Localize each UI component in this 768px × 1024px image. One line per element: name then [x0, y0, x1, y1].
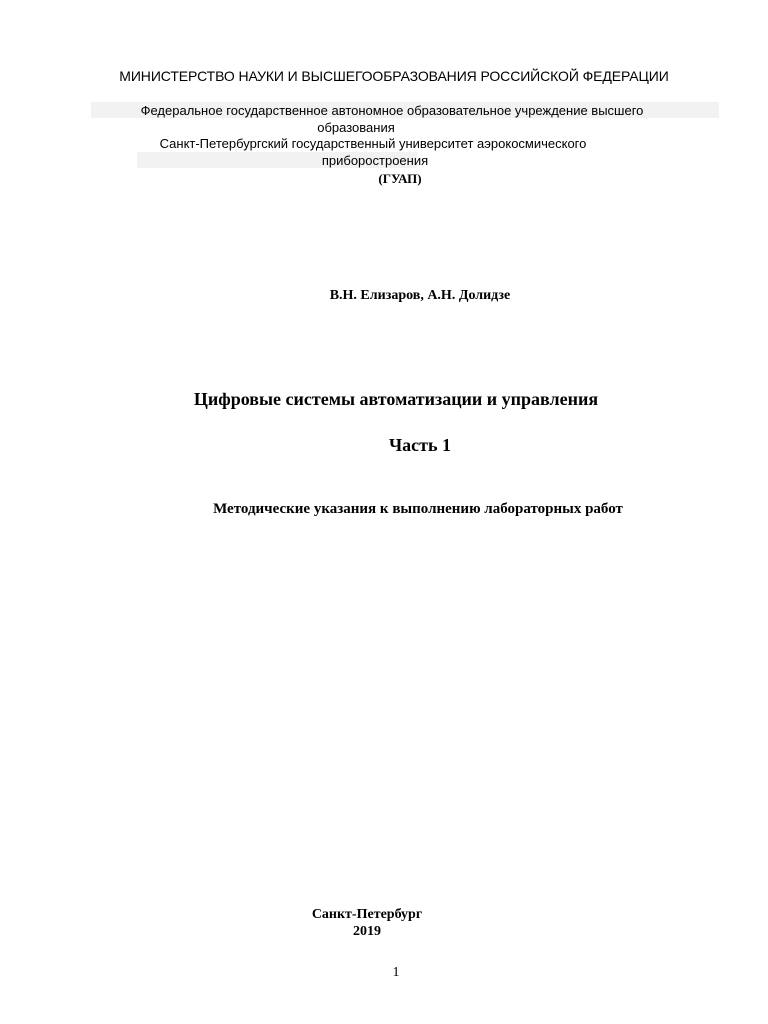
document-subtitle: Методические указания к выполнению лабораторных работ	[213, 501, 623, 517]
university-line-2: приборостроения	[321, 153, 429, 168]
authors: В.Н. Елизаров, А.Н. Долидзе	[329, 288, 511, 303]
university-abbreviation: (ГУАП)	[378, 171, 422, 186]
page-number: 1	[392, 965, 400, 980]
institution-line-1: Федеральное государственное автономное образовательное учреждение высшего	[140, 103, 644, 118]
ministry-heading: МИНИСТЕРСТВО НАУКИ И ВЫСШЕГООБРАЗОВАНИЯ РОССИЙСКОЙ ФЕДЕРАЦИИ	[119, 68, 669, 84]
year: 2019	[353, 924, 381, 939]
part-label: Часть 1	[388, 435, 452, 455]
document-title: Цифровые системы автоматизации и управления	[193, 389, 599, 409]
publication-place	[0, 906, 734, 940]
city: Санкт-Петербург	[311, 907, 423, 922]
institution-line-2: образования	[317, 120, 395, 135]
university-line-1: Санкт-Петербургский государственный университет аэрокосмического	[159, 136, 587, 151]
